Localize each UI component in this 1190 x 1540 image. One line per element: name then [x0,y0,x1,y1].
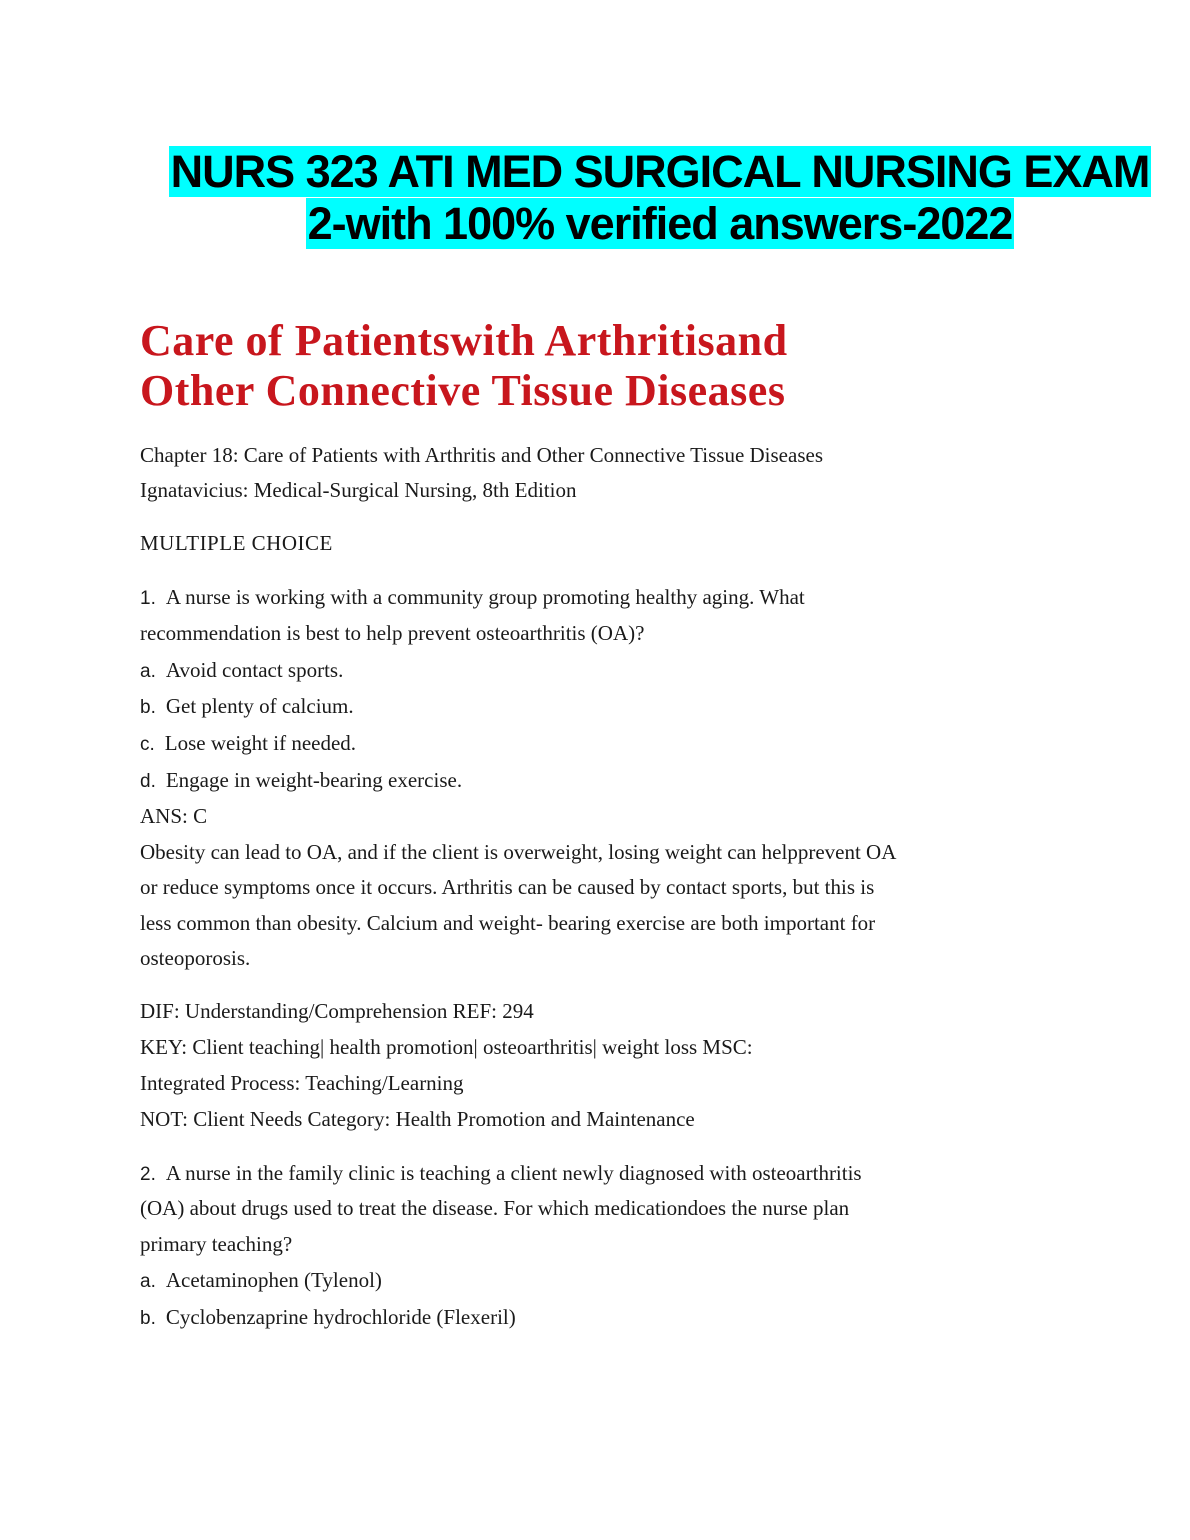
question-2-stem-line-1: A nurse in the family clinic is teaching a client newly diagnosed with osteoarthritis [165,1161,862,1185]
chapter-line: Chapter 18: Care of Patients with Arthritis and Other Connective Tissue Diseases [140,443,823,467]
heading-line-2: Other Connective Tissue Diseases [140,366,786,415]
book-line: Ignatavicius: Medical-Surgical Nursing, 8th Edition [140,478,577,502]
question-1-number: 1. [140,588,156,609]
title-line-2: 2-with 100% verified answers-2022 [307,198,1013,249]
question-1-option-a [140,656,1040,686]
meta-dif-ref: DIF: Understanding/Comprehension REF: 294 [140,999,534,1023]
meta-process: Integrated Process: Teaching/Learning [140,1071,464,1095]
heading-line-1: Care of Patientswith Arthritisand [140,316,788,365]
option-letter: c. [140,734,155,755]
option-text: Lose weight if needed. [164,731,357,755]
option-text: Engage in weight-bearing exercise. [165,768,463,792]
question-2-stem-line-3: primary teaching? [140,1232,293,1256]
option-letter: a. [140,1271,156,1292]
question-1-answer: ANS: C [140,804,208,828]
option-text: Acetaminophen (Tylenol) [165,1268,382,1292]
question-2-number: 2. [140,1164,156,1185]
question-1-stem-line-1: A nurse is working with a community group promoting healthy aging. What [165,585,805,609]
meta-client-needs: NOT: Client Needs Category: Health Promotion and Maintenance [140,1107,695,1131]
question-2-stem [140,1159,1040,1189]
section-label: MULTIPLE CHOICE [140,531,333,555]
question-2-stem-line-2: (OA) about drugs used to treat the disease. For which medicationdoes the nurse plan [140,1196,850,1220]
question-1-stem-line-2: recommendation is best to help prevent osteoarthritis (OA)? [140,621,645,645]
rationale-line-1: Obesity can lead to OA, and if the client is overweight, losing weight can helpprevent OA [140,840,897,864]
option-text: Avoid contact sports. [165,658,344,682]
meta-keywords: KEY: Client teaching| health promotion| osteoarthritis| weight loss MSC: [140,1035,753,1059]
question-2-option-b [140,1303,1040,1333]
option-text: Cyclobenzaprine hydrochloride (Flexeril) [165,1305,516,1329]
option-letter: b. [140,1308,156,1329]
option-letter: a. [140,661,156,682]
option-text: Get plenty of calcium. [165,694,354,718]
question-2-option-a [140,1266,1040,1296]
rationale-line-4: osteoporosis. [140,946,251,970]
option-letter: d. [140,771,156,792]
rationale-line-2: or reduce symptoms once it occurs. Arthritis can be caused by contact sports, but this is [140,875,875,899]
question-1-option-d [140,766,1040,796]
question-1-option-b [140,692,1040,722]
chapter-heading [140,316,1090,416]
document-title [140,146,1180,250]
question-1-option-c [140,729,1040,759]
question-1-stem [140,583,1040,613]
rationale-line-3: less common than obesity. Calcium and weight- bearing exercise are both important for [140,911,876,935]
option-letter: b. [140,697,156,718]
title-line-1: NURS 323 ATI MED SURGICAL NURSING EXAM [170,146,1150,197]
